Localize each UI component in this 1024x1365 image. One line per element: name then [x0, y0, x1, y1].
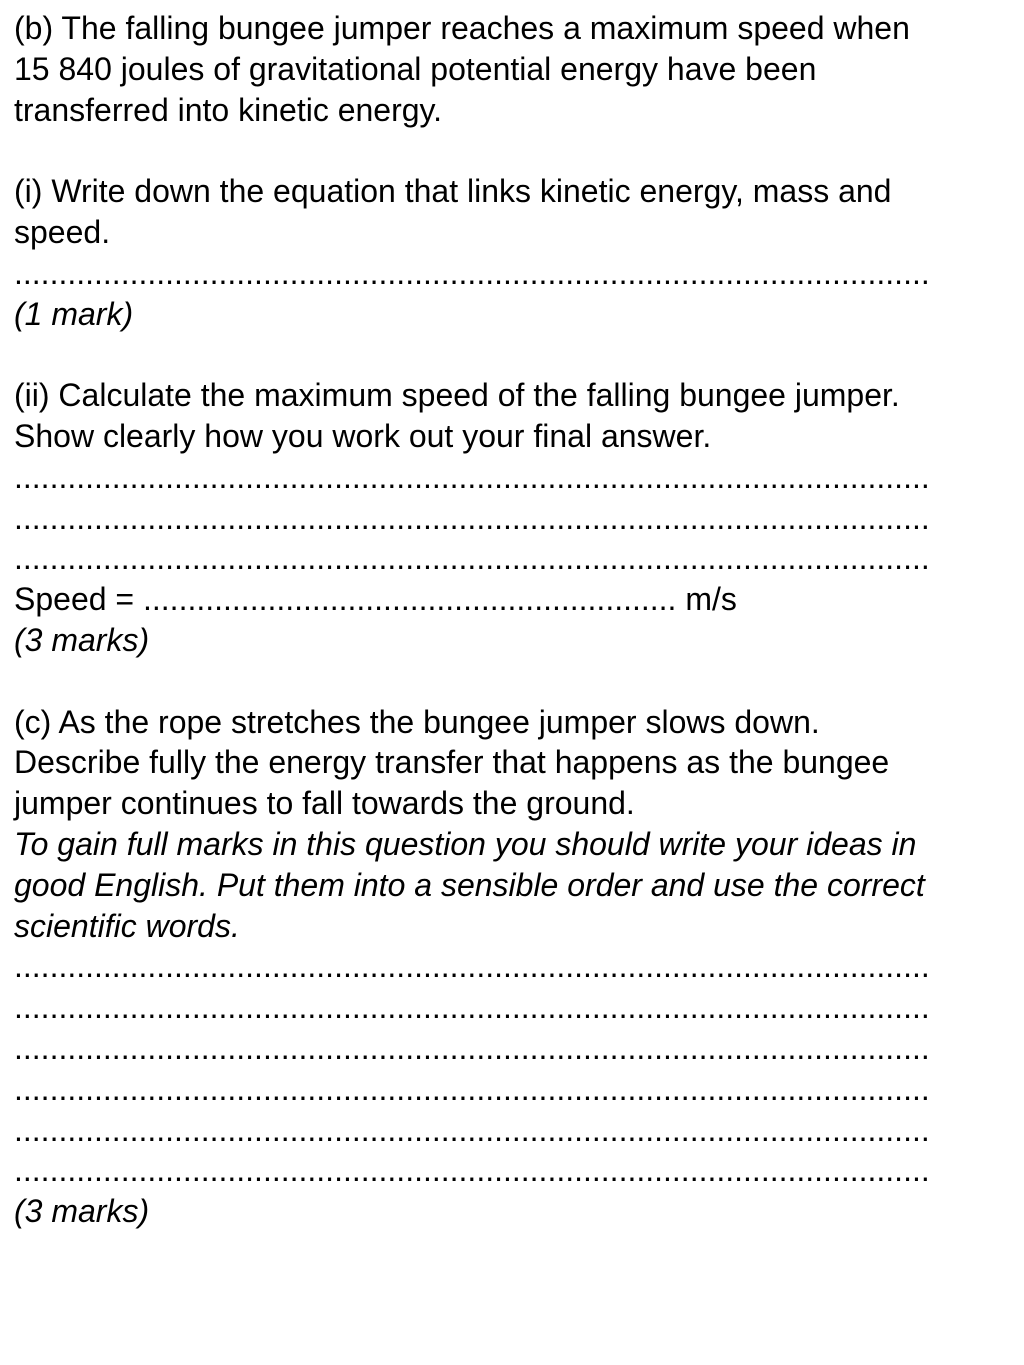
marks-label: (3 marks): [14, 1193, 150, 1230]
speed-answer-field[interactable]: ............................................................: [143, 581, 677, 618]
answer-line[interactable]: .......................................................................................................: [14, 540, 930, 577]
question-c: [14, 702, 1008, 1232]
question-text-line: (ii) Calculate the maximum speed of the falling bungee jumper.: [14, 377, 900, 414]
instruction-line: good English. Put them into a sensible order and use the correct: [14, 866, 925, 903]
question-b-i: [14, 171, 1008, 334]
answer-line[interactable]: .......................................................................................................: [14, 458, 930, 495]
instruction-line: To gain full marks in this question you should write your ideas in: [14, 825, 917, 862]
spacer: [14, 661, 1008, 702]
question-text-line: Describe fully the energy transfer that happens as the bungee: [14, 744, 890, 781]
instruction-line: scientific words.: [14, 907, 240, 944]
spacer: [14, 334, 1008, 375]
answer-line[interactable]: .......................................................................................................: [14, 1070, 930, 1107]
question-text-line: jumper continues to fall towards the ground.: [14, 785, 635, 822]
answer-line[interactable]: .......................................................................................................: [14, 989, 930, 1026]
marks-label: (1 mark): [14, 295, 134, 332]
question-text-line: speed.: [14, 213, 111, 250]
answer-line[interactable]: .......................................................................................................: [14, 1111, 930, 1148]
text-line: 15 840 joules of gravitational potential energy have been: [14, 50, 817, 87]
answer-line[interactable]: .......................................................................................................: [14, 499, 930, 536]
text-line: transferred into kinetic energy.: [14, 91, 443, 128]
speed-answer-row: [14, 579, 1008, 620]
speed-label: Speed =: [14, 581, 143, 618]
answer-line[interactable]: .......................................................................................................: [14, 1029, 930, 1066]
text-line: (b) The falling bungee jumper reaches a maximum speed when: [14, 10, 910, 46]
question-text-line: Show clearly how you work out your final answer.: [14, 417, 712, 454]
speed-unit: m/s: [676, 581, 737, 618]
question-text-line: (c) As the rope stretches the bungee jumper slows down.: [14, 703, 820, 740]
answer-line[interactable]: .......................................................................................................: [14, 254, 930, 291]
question-b-ii: [14, 375, 1008, 661]
answer-line[interactable]: .......................................................................................................: [14, 948, 930, 985]
question-page: [14, 8, 1008, 1232]
answer-line[interactable]: .......................................................................................................: [14, 1152, 930, 1189]
part-b-intro: [14, 8, 1008, 130]
spacer: [14, 130, 1008, 171]
marks-label: (3 marks): [14, 621, 150, 658]
question-text-line: (i) Write down the equation that links kinetic energy, mass and: [14, 173, 892, 210]
